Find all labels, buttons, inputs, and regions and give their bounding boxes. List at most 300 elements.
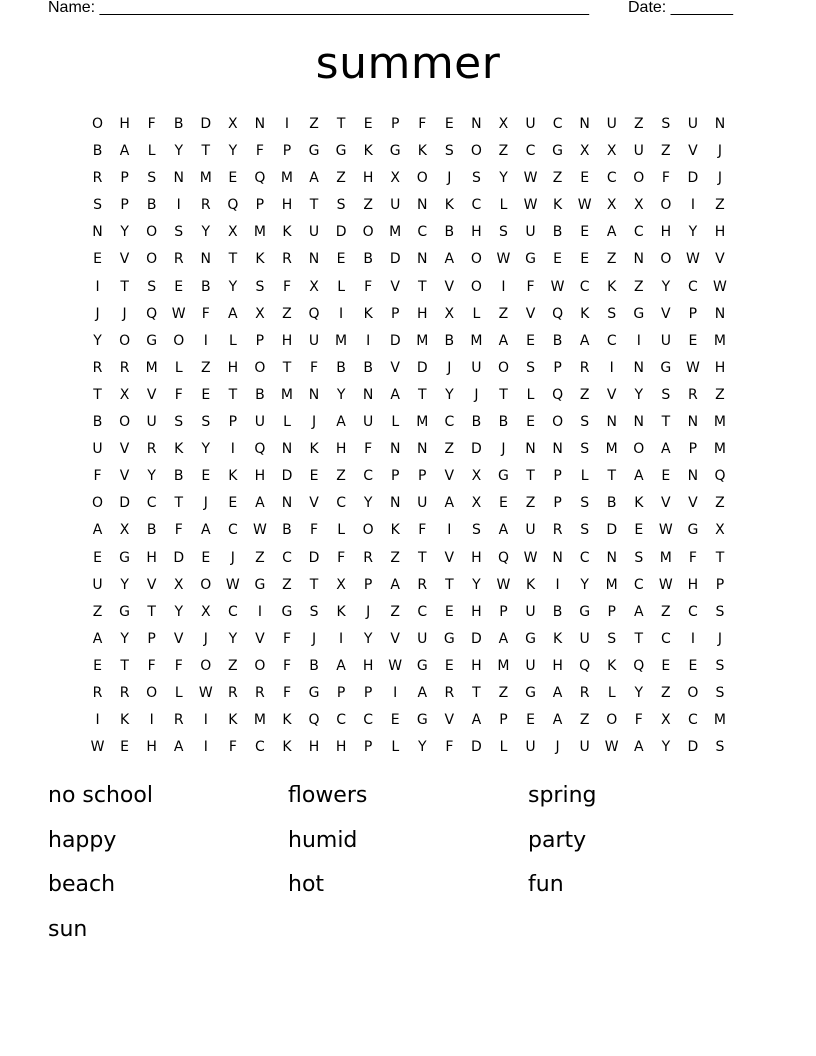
grid-letter[interactable]: Y xyxy=(93,332,102,349)
grid-letter[interactable]: X xyxy=(173,576,184,593)
grid-letter[interactable]: Z xyxy=(498,143,509,160)
grid-letter[interactable]: F xyxy=(255,143,264,160)
grid-letter[interactable]: N xyxy=(606,549,617,566)
grid-letter[interactable]: G xyxy=(443,630,455,647)
grid-letter[interactable]: Q xyxy=(227,197,239,214)
grid-letter[interactable]: M xyxy=(389,224,402,241)
grid-letter[interactable]: F xyxy=(93,468,102,485)
grid-letter[interactable]: E xyxy=(526,414,535,431)
grid-letter[interactable]: C xyxy=(417,603,428,620)
grid-letter[interactable]: H xyxy=(146,549,157,566)
grid-letter[interactable]: K xyxy=(390,522,400,539)
grid-letter[interactable]: N xyxy=(254,116,266,132)
grid-letter[interactable]: T xyxy=(309,576,319,593)
grid-letter[interactable]: Y xyxy=(228,143,238,160)
grid-letter[interactable]: I xyxy=(257,603,262,620)
grid-letter[interactable]: N xyxy=(308,251,320,268)
grid-letter[interactable]: V xyxy=(390,278,400,295)
grid-letter[interactable]: S xyxy=(580,414,590,431)
grid-letter[interactable]: R xyxy=(579,684,590,701)
grid-letter[interactable]: Z xyxy=(606,251,617,268)
grid-letter[interactable]: B xyxy=(92,143,103,160)
grid-letter[interactable]: U xyxy=(390,197,401,214)
grid-letter[interactable]: P xyxy=(715,576,725,593)
grid-letter[interactable]: T xyxy=(228,251,238,268)
grid-letter[interactable]: Y xyxy=(363,630,373,647)
grid-letter[interactable]: W xyxy=(523,170,538,187)
grid-letter[interactable]: N xyxy=(417,441,428,458)
grid-letter[interactable]: V xyxy=(606,386,617,403)
grid-letter[interactable]: S xyxy=(471,522,481,539)
grid-letter[interactable]: M xyxy=(199,170,212,187)
grid-letter[interactable]: Z xyxy=(309,116,319,132)
grid-letter[interactable]: R xyxy=(282,251,292,268)
grid-letter[interactable]: I xyxy=(609,359,614,376)
grid-letter[interactable]: L xyxy=(283,414,291,431)
grid-letter[interactable]: P xyxy=(390,116,400,132)
grid-letter[interactable]: I xyxy=(149,712,154,729)
grid-letter[interactable]: Q xyxy=(714,468,726,485)
grid-letter[interactable]: O xyxy=(92,116,104,132)
grid-letter[interactable]: B xyxy=(146,197,157,214)
grid-letter[interactable]: K xyxy=(363,305,373,322)
grid-letter[interactable]: Y xyxy=(120,576,129,593)
grid-letter[interactable]: B xyxy=(498,414,509,431)
grid-letter[interactable]: E xyxy=(120,739,130,756)
grid-letter[interactable]: J xyxy=(203,630,208,647)
grid-letter[interactable]: Y xyxy=(688,224,698,241)
grid-letter[interactable]: N xyxy=(633,251,645,268)
grid-letter[interactable]: U xyxy=(660,332,671,349)
grid-letter[interactable]: B xyxy=(146,522,157,539)
grid-letter[interactable]: S xyxy=(174,224,184,241)
grid-letter[interactable]: O xyxy=(416,170,428,187)
grid-letter[interactable]: C xyxy=(227,603,238,620)
grid-letter[interactable]: G xyxy=(687,522,699,539)
grid-letter[interactable]: R xyxy=(444,684,455,701)
grid-letter[interactable]: U xyxy=(417,495,428,512)
grid-letter[interactable]: F xyxy=(201,305,210,322)
grid-letter[interactable]: S xyxy=(93,197,102,214)
grid-letter[interactable]: O xyxy=(633,170,645,187)
grid-letter[interactable]: V xyxy=(444,549,455,566)
grid-letter[interactable]: O xyxy=(92,495,104,512)
grid-letter[interactable]: G xyxy=(254,576,266,593)
grid-letter[interactable]: N xyxy=(687,414,699,431)
grid-letter[interactable]: Z xyxy=(579,386,590,403)
grid-letter[interactable]: M xyxy=(713,414,727,431)
grid-letter[interactable]: S xyxy=(255,278,265,295)
grid-letter[interactable]: Y xyxy=(120,224,129,241)
grid-letter[interactable]: S xyxy=(147,278,157,295)
grid-letter[interactable]: J xyxy=(311,414,317,431)
grid-letter[interactable]: Z xyxy=(661,684,671,701)
grid-letter[interactable]: F xyxy=(282,657,291,674)
grid-letter[interactable]: O xyxy=(470,278,482,295)
grid-letter[interactable]: E xyxy=(228,495,238,512)
grid-letter[interactable]: V xyxy=(119,468,130,485)
grid-letter[interactable]: M xyxy=(145,359,158,376)
grid-letter[interactable]: B xyxy=(444,224,455,241)
grid-letter[interactable]: C xyxy=(282,549,292,566)
grid-letter[interactable]: X xyxy=(661,712,671,729)
grid-letter[interactable]: N xyxy=(417,197,428,214)
grid-letter[interactable]: R xyxy=(173,712,184,729)
grid-letter[interactable]: F xyxy=(526,278,535,295)
grid-letter[interactable]: E xyxy=(444,657,454,674)
grid-letter[interactable]: Y xyxy=(201,441,211,458)
grid-letter[interactable]: W xyxy=(658,522,673,539)
grid-letter[interactable]: S xyxy=(715,739,725,756)
grid-letter[interactable]: A xyxy=(309,170,319,187)
grid-letter[interactable]: V xyxy=(255,630,265,647)
grid-letter[interactable]: T xyxy=(282,359,292,376)
grid-letter[interactable]: V xyxy=(390,359,400,376)
grid-letter[interactable]: B xyxy=(471,414,482,431)
grid-letter[interactable]: M xyxy=(497,657,510,674)
grid-letter[interactable]: C xyxy=(552,116,563,132)
grid-letter[interactable]: Z xyxy=(444,441,455,458)
grid-letter[interactable]: J xyxy=(501,441,506,458)
grid-letter[interactable]: O xyxy=(362,522,374,539)
grid-letter[interactable]: D xyxy=(200,116,212,132)
grid-letter[interactable]: A xyxy=(200,522,211,539)
grid-letter[interactable]: W xyxy=(523,197,538,214)
grid-letter[interactable]: M xyxy=(470,332,483,349)
grid-letter[interactable]: I xyxy=(339,305,344,322)
grid-letter[interactable]: Y xyxy=(120,630,129,647)
grid-letter[interactable]: D xyxy=(173,549,185,566)
grid-letter[interactable]: E xyxy=(661,657,671,674)
grid-letter[interactable]: Z xyxy=(579,712,590,729)
grid-letter[interactable]: E xyxy=(634,522,644,539)
grid-letter[interactable]: V xyxy=(390,630,400,647)
grid-letter[interactable]: D xyxy=(281,468,293,485)
grid-letter[interactable]: M xyxy=(713,332,727,349)
grid-letter[interactable]: S xyxy=(661,116,671,132)
grid-letter[interactable]: B xyxy=(282,522,292,539)
grid-letter[interactable]: J xyxy=(447,170,452,187)
grid-letter[interactable]: X xyxy=(336,576,346,593)
grid-letter[interactable]: Y xyxy=(228,630,238,647)
grid-letter[interactable]: M xyxy=(280,386,294,403)
grid-letter[interactable]: B xyxy=(173,468,184,485)
grid-letter[interactable]: E xyxy=(580,224,590,241)
grid-letter[interactable]: A xyxy=(498,522,509,539)
grid-letter[interactable]: Z xyxy=(255,549,265,566)
grid-letter[interactable]: R xyxy=(119,684,130,701)
grid-letter[interactable]: R xyxy=(363,549,374,566)
grid-letter[interactable]: S xyxy=(471,170,481,187)
grid-letter[interactable]: N xyxy=(281,441,293,458)
grid-letter[interactable]: Z xyxy=(498,305,509,322)
grid-letter[interactable]: R xyxy=(200,197,211,214)
grid-letter[interactable]: I xyxy=(95,278,100,295)
grid-letter[interactable]: J xyxy=(311,630,317,647)
grid-letter[interactable]: U xyxy=(579,739,590,756)
grid-letter[interactable]: P xyxy=(363,684,373,701)
grid-letter[interactable]: S xyxy=(201,414,211,431)
grid-letter[interactable]: T xyxy=(120,657,129,674)
grid-letter[interactable]: C xyxy=(363,712,374,729)
grid-letter[interactable]: E xyxy=(499,495,508,512)
grid-letter[interactable]: W xyxy=(685,359,700,376)
grid-letter[interactable]: J xyxy=(717,630,723,647)
grid-letter[interactable]: J xyxy=(717,143,723,160)
grid-letter[interactable]: E xyxy=(580,170,590,187)
grid-letter[interactable]: F xyxy=(174,522,183,539)
grid-letter[interactable]: K xyxy=(282,712,292,729)
grid-letter[interactable]: M xyxy=(280,170,294,187)
grid-letter[interactable]: S xyxy=(580,495,590,512)
grid-letter[interactable]: S xyxy=(661,386,671,403)
grid-letter[interactable]: L xyxy=(607,684,616,701)
grid-letter[interactable]: D xyxy=(687,170,699,187)
grid-letter[interactable]: O xyxy=(552,414,564,431)
grid-letter[interactable]: D xyxy=(119,495,130,512)
grid-letter[interactable]: N xyxy=(389,441,401,458)
grid-letter[interactable]: G xyxy=(525,684,536,701)
grid-letter[interactable]: C xyxy=(417,224,428,241)
grid-letter[interactable]: H xyxy=(119,116,130,132)
grid-letter[interactable]: T xyxy=(418,278,427,295)
grid-letter[interactable]: F xyxy=(310,522,319,539)
grid-letter[interactable]: D xyxy=(308,549,320,566)
grid-letter[interactable]: X xyxy=(228,224,238,241)
grid-letter[interactable]: G xyxy=(389,143,401,160)
grid-letter[interactable]: L xyxy=(174,684,183,701)
grid-letter[interactable]: G xyxy=(525,630,536,647)
grid-letter[interactable]: T xyxy=(634,630,644,647)
grid-letter[interactable]: T xyxy=(93,386,102,403)
grid-letter[interactable]: Q xyxy=(146,305,158,322)
grid-letter[interactable]: F xyxy=(282,278,291,295)
grid-letter[interactable]: U xyxy=(363,414,374,431)
grid-letter[interactable]: N xyxy=(92,224,103,241)
grid-letter[interactable]: V xyxy=(173,630,184,647)
grid-letter[interactable]: C xyxy=(579,549,590,566)
grid-letter[interactable]: H xyxy=(714,359,726,376)
grid-letter[interactable]: A xyxy=(255,495,265,512)
grid-letter[interactable]: Q xyxy=(579,657,591,674)
grid-letter[interactable]: M xyxy=(335,332,348,349)
grid-letter[interactable]: U xyxy=(525,657,536,674)
grid-letter[interactable]: E xyxy=(444,116,454,132)
grid-letter[interactable]: H xyxy=(471,224,482,241)
grid-letter[interactable]: L xyxy=(472,305,481,322)
grid-letter[interactable]: A xyxy=(119,143,130,160)
grid-letter[interactable]: N xyxy=(308,386,320,403)
grid-letter[interactable]: G xyxy=(146,332,158,349)
grid-letter[interactable]: C xyxy=(255,739,265,756)
grid-letter[interactable]: P xyxy=(390,305,400,322)
grid-letter[interactable]: P xyxy=(553,359,562,376)
grid-letter[interactable]: Z xyxy=(715,197,725,214)
grid-letter[interactable]: I xyxy=(501,278,506,295)
grid-letter[interactable]: X xyxy=(606,143,617,160)
grid-letter[interactable]: I xyxy=(690,197,695,214)
grid-letter[interactable]: X xyxy=(119,386,130,403)
grid-letter[interactable]: M xyxy=(713,441,727,458)
grid-letter[interactable]: T xyxy=(418,386,427,403)
grid-letter[interactable]: N xyxy=(714,305,726,322)
grid-letter[interactable]: Y xyxy=(174,143,183,160)
grid-letter[interactable]: G xyxy=(552,143,564,160)
grid-letter[interactable]: D xyxy=(335,224,347,241)
grid-letter[interactable]: G xyxy=(308,684,320,701)
grid-letter[interactable]: G xyxy=(416,657,428,674)
grid-letter[interactable]: E xyxy=(688,332,698,349)
grid-letter[interactable]: Q xyxy=(308,305,320,322)
grid-letter[interactable]: T xyxy=(499,386,508,403)
grid-letter[interactable]: U xyxy=(308,224,320,241)
grid-letter[interactable]: O xyxy=(146,251,158,268)
grid-letter[interactable]: A xyxy=(228,305,238,322)
grid-letter[interactable]: F xyxy=(418,522,427,539)
grid-letter[interactable]: J xyxy=(95,305,100,322)
grid-letter[interactable]: R xyxy=(92,684,103,701)
grid-letter[interactable]: F xyxy=(147,657,156,674)
grid-letter[interactable]: F xyxy=(634,712,643,729)
grid-letter[interactable]: F xyxy=(445,739,454,756)
grid-letter[interactable]: U xyxy=(525,522,536,539)
grid-letter[interactable]: U xyxy=(633,143,644,160)
grid-letter[interactable]: P xyxy=(499,712,508,729)
grid-letter[interactable]: Y xyxy=(661,278,671,295)
grid-letter[interactable]: K xyxy=(336,603,346,620)
grid-letter[interactable]: V xyxy=(688,143,698,160)
grid-letter[interactable]: R xyxy=(552,522,563,539)
grid-letter[interactable]: N xyxy=(200,251,212,268)
grid-letter[interactable]: U xyxy=(525,116,536,132)
grid-letter[interactable]: C xyxy=(444,414,455,431)
grid-letter[interactable]: O xyxy=(470,251,482,268)
grid-letter[interactable]: Z xyxy=(282,576,292,593)
grid-letter[interactable]: F xyxy=(337,549,346,566)
grid-letter[interactable]: P xyxy=(282,143,292,160)
grid-letter[interactable]: C xyxy=(688,278,698,295)
grid-letter[interactable]: K xyxy=(174,441,184,458)
grid-letter[interactable]: C xyxy=(363,468,374,485)
grid-letter[interactable]: D xyxy=(389,251,401,268)
grid-letter[interactable]: T xyxy=(174,495,183,512)
grid-letter[interactable]: H xyxy=(335,739,347,756)
grid-letter[interactable]: A xyxy=(633,468,644,485)
grid-letter[interactable]: F xyxy=(147,116,156,132)
grid-letter[interactable]: H xyxy=(254,468,266,485)
grid-letter[interactable]: U xyxy=(525,224,536,241)
grid-letter[interactable]: H xyxy=(308,739,320,756)
grid-letter[interactable]: O xyxy=(200,657,212,674)
grid-letter[interactable]: K xyxy=(553,630,563,647)
grid-letter[interactable]: G xyxy=(119,603,131,620)
grid-letter[interactable]: T xyxy=(120,278,129,295)
grid-letter[interactable]: A xyxy=(471,712,482,729)
grid-letter[interactable]: F xyxy=(418,116,427,132)
grid-letter[interactable]: X xyxy=(715,522,725,539)
grid-letter[interactable]: G xyxy=(660,359,672,376)
grid-letter[interactable]: T xyxy=(661,414,671,431)
grid-letter[interactable]: D xyxy=(471,441,482,458)
grid-letter[interactable]: P xyxy=(255,332,265,349)
grid-letter[interactable]: C xyxy=(227,522,238,539)
grid-letter[interactable]: W xyxy=(550,278,565,295)
grid-letter[interactable]: H xyxy=(471,603,482,620)
grid-letter[interactable]: V xyxy=(119,441,130,458)
grid-letter[interactable]: J xyxy=(717,170,723,187)
grid-letter[interactable]: K xyxy=(363,143,373,160)
grid-letter[interactable]: Z xyxy=(282,305,292,322)
grid-letter[interactable]: U xyxy=(525,739,536,756)
grid-letter[interactable]: A xyxy=(417,684,428,701)
grid-letter[interactable]: B xyxy=(336,359,346,376)
grid-letter[interactable]: J xyxy=(230,549,235,566)
grid-letter[interactable]: U xyxy=(92,576,103,593)
grid-letter[interactable]: H xyxy=(714,224,726,241)
grid-letter[interactable]: E xyxy=(201,468,211,485)
grid-letter[interactable]: Z xyxy=(525,495,536,512)
grid-letter[interactable]: N xyxy=(417,251,428,268)
grid-letter[interactable]: H xyxy=(471,549,482,566)
grid-letter[interactable]: I xyxy=(447,522,452,539)
grid-letter[interactable]: R xyxy=(173,251,184,268)
grid-letter[interactable]: Q xyxy=(552,305,564,322)
grid-letter[interactable]: C xyxy=(525,143,536,160)
grid-letter[interactable]: H xyxy=(281,197,293,214)
grid-letter[interactable]: Y xyxy=(201,224,211,241)
grid-letter[interactable]: J xyxy=(555,739,560,756)
grid-letter[interactable]: W xyxy=(388,657,403,674)
grid-letter[interactable]: W xyxy=(685,251,700,268)
grid-letter[interactable]: W xyxy=(713,278,727,295)
grid-letter[interactable]: T xyxy=(309,197,319,214)
grid-letter[interactable]: S xyxy=(336,197,346,214)
grid-letter[interactable]: O xyxy=(146,224,158,241)
grid-letter[interactable]: B xyxy=(363,251,373,268)
grid-letter[interactable]: I xyxy=(203,332,208,349)
grid-letter[interactable]: E xyxy=(526,332,535,349)
grid-letter[interactable]: N xyxy=(389,495,401,512)
grid-letter[interactable]: K xyxy=(634,495,644,512)
grid-letter[interactable]: V xyxy=(525,305,536,322)
grid-letter[interactable]: K xyxy=(553,197,563,214)
grid-letter[interactable]: U xyxy=(92,441,103,458)
grid-letter[interactable]: I xyxy=(555,576,560,593)
grid-letter[interactable]: A xyxy=(444,251,455,268)
grid-letter[interactable]: S xyxy=(580,441,590,458)
grid-letter[interactable]: S xyxy=(607,305,617,322)
grid-letter[interactable]: I xyxy=(230,441,235,458)
grid-letter[interactable]: Q xyxy=(254,441,266,458)
grid-letter[interactable]: Z xyxy=(336,170,346,187)
grid-letter[interactable]: P xyxy=(363,739,373,756)
grid-letter[interactable]: K xyxy=(417,143,427,160)
grid-letter[interactable]: B xyxy=(444,332,455,349)
grid-letter[interactable]: E xyxy=(661,468,671,485)
grid-letter[interactable]: J xyxy=(203,495,208,512)
grid-letter[interactable]: X xyxy=(119,522,130,539)
grid-letter[interactable]: A xyxy=(579,332,590,349)
grid-letter[interactable]: E xyxy=(444,603,454,620)
grid-letter[interactable]: T xyxy=(147,603,156,620)
grid-letter[interactable]: X xyxy=(633,197,644,214)
grid-letter[interactable]: V xyxy=(444,712,455,729)
grid-letter[interactable]: I xyxy=(176,197,181,214)
grid-letter[interactable]: O xyxy=(660,251,672,268)
grid-letter[interactable]: G xyxy=(525,251,536,268)
grid-letter[interactable]: Y xyxy=(418,739,427,756)
grid-letter[interactable]: K xyxy=(309,441,319,458)
